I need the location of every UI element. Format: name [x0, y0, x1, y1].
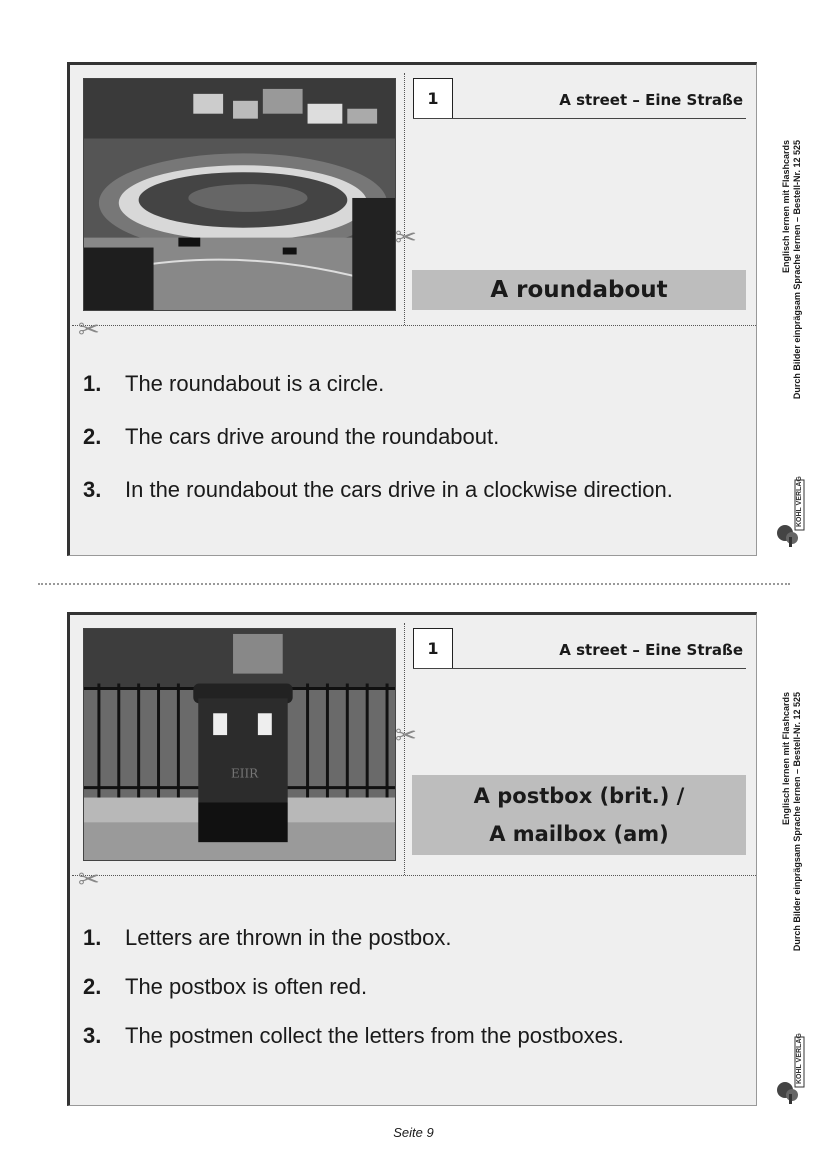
term-line: A postbox (brit.) /: [473, 784, 685, 808]
term-line: A mailbox (am): [489, 822, 669, 846]
series-title: Englisch lernen mit Flashcards: [781, 140, 791, 274]
svg-text:KOHL VERLAG: KOHL VERLAG: [796, 1033, 803, 1084]
scissors-icon: ✂: [78, 865, 100, 895]
item-text: The cars drive around the roundabout.: [125, 424, 500, 449]
item-text: Letters are thrown in the postbox.: [125, 925, 452, 950]
item-text: The postbox is often red.: [125, 974, 368, 999]
list-item: [83, 970, 726, 1003]
publisher-logo: [775, 475, 815, 550]
side-label: [775, 140, 821, 555]
term-box: [412, 775, 746, 855]
side-label-text: [781, 692, 811, 1012]
topic-underline: [413, 668, 746, 669]
item-number: 2.: [83, 424, 102, 449]
series-subtitle: Durch Bilder einprägsam Sprache lernen – Bestell-Nr. 12 525: [792, 692, 802, 952]
item-number: 1.: [83, 925, 102, 950]
item-text: In the roundabout the cars drive in a clockwise direction.: [125, 477, 673, 502]
card-topic: A street – Eine Straße: [559, 641, 743, 659]
term-box: [412, 270, 746, 310]
flashcard-postbox: [67, 612, 757, 1106]
sentence-list: [83, 921, 726, 1068]
postbox-photo: [83, 628, 396, 861]
svg-text:KOHL VERLAG: KOHL VERLAG: [796, 476, 803, 527]
card-number: 1: [413, 628, 453, 668]
vertical-cut-line: [404, 73, 405, 325]
horizontal-cut-line: [72, 325, 756, 326]
side-label: [775, 692, 821, 1107]
series-subtitle: Durch Bilder einprägsam Sprache lernen – Bestell-Nr. 12 525: [792, 140, 802, 400]
item-number: 2.: [83, 974, 102, 999]
term-line: A roundabout: [490, 277, 668, 303]
flashcard-roundabout: [67, 62, 757, 556]
list-item: [83, 420, 726, 453]
card-separator: [38, 583, 790, 585]
item-text: The roundabout is a circle.: [125, 371, 385, 396]
sentence-list: [83, 367, 726, 526]
list-item: [83, 921, 726, 954]
list-item: [83, 1019, 726, 1052]
item-text: The postmen collect the letters from the postboxes.: [125, 1023, 624, 1048]
item-number: 3.: [83, 477, 102, 502]
scissors-icon: ✂: [395, 223, 417, 253]
svg-text:EIIR: EIIR: [231, 766, 259, 781]
publisher-logo: [775, 1032, 815, 1107]
scissors-icon: ✂: [395, 721, 417, 751]
card-topic: A street – Eine Straße: [559, 91, 743, 109]
series-title: Englisch lernen mit Flashcards: [781, 692, 791, 826]
item-number: 3.: [83, 1023, 102, 1048]
topic-underline: [413, 118, 746, 119]
horizontal-cut-line: [72, 875, 756, 876]
list-item: [83, 473, 726, 506]
roundabout-photo: [83, 78, 396, 311]
card-number: 1: [413, 78, 453, 118]
scissors-icon: ✂: [78, 315, 100, 345]
side-label-text: [781, 140, 811, 460]
page-number: Seite 9: [393, 1125, 434, 1140]
item-number: 1.: [83, 371, 102, 396]
list-item: [83, 367, 726, 400]
